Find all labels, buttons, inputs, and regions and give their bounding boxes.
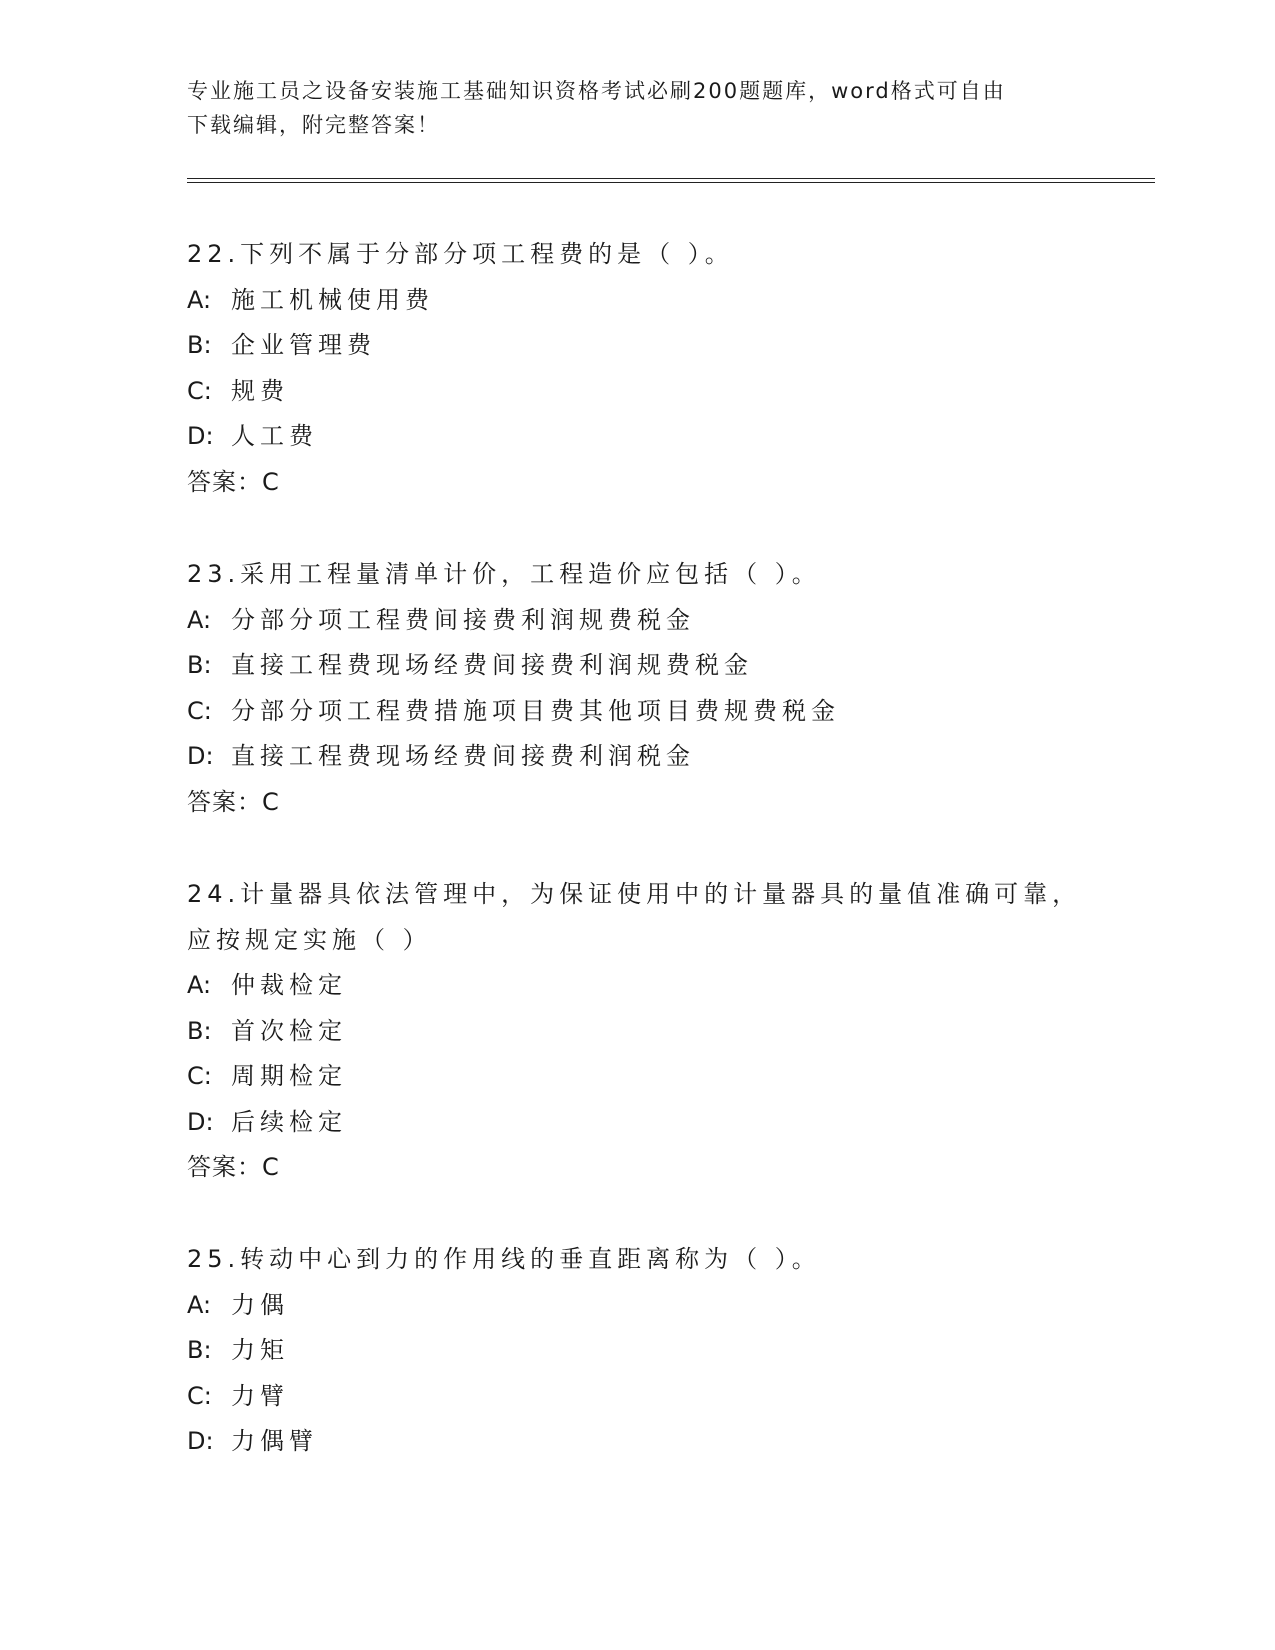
option-a (187, 598, 1107, 644)
option-c (187, 369, 1107, 415)
option-text: 企业管理费 (231, 331, 376, 359)
option-d (187, 734, 1107, 780)
option-key: A: (187, 971, 212, 999)
question-stem-continued: 应按规定实施（ ） (187, 925, 432, 954)
option-text: 仲裁检定 (231, 971, 347, 999)
option-key: C: (187, 376, 212, 405)
option-a (187, 278, 1107, 324)
question-22 (187, 232, 1107, 505)
option-key: A: (187, 605, 212, 634)
option-text: 施工机械使用费 (231, 285, 434, 314)
option-key: D: (187, 1107, 214, 1136)
option-b (187, 643, 1107, 689)
question-25 (187, 1237, 1107, 1465)
option-key: B: (187, 1336, 212, 1364)
header-divider-bottom (187, 182, 1155, 183)
option-text: 力偶 (231, 1290, 289, 1319)
option-text: 直接工程费现场经费间接费利润税金 (231, 742, 695, 770)
option-a (187, 1283, 1107, 1329)
question-stem: 25.转动中心到力的作用线的垂直距离称为（ ）。 (187, 1245, 821, 1273)
header-line-1: 专业施工员之设备安装施工基础知识资格考试必刷200题题库，word格式可自由 (187, 79, 1006, 103)
question-stem: 24.计量器具依法管理中，为保证使用中的计量器具的量值准确可靠， (187, 880, 1082, 908)
header-divider-top (187, 178, 1155, 179)
option-text: 力偶臂 (231, 1427, 318, 1455)
option-c (187, 1054, 1107, 1100)
option-text: 人工费 (231, 422, 318, 450)
answer-line: 答案：C (187, 467, 280, 496)
option-key: B: (187, 1016, 212, 1045)
option-key: D: (187, 422, 214, 450)
option-c (187, 689, 1107, 735)
option-d (187, 1100, 1107, 1146)
option-key: A: (187, 285, 212, 314)
option-text: 规费 (231, 376, 289, 405)
header-line-2: 下载编辑，附完整答案！ (187, 113, 440, 137)
answer-line: 答案：C (187, 1153, 280, 1181)
option-text: 直接工程费现场经费间接费利润规费税金 (231, 651, 753, 679)
option-b (187, 323, 1107, 369)
question-23 (187, 552, 1107, 825)
option-text: 首次检定 (231, 1016, 347, 1045)
option-b (187, 1009, 1107, 1055)
option-a (187, 963, 1107, 1009)
option-text: 力臂 (231, 1381, 289, 1410)
option-d (187, 414, 1107, 460)
option-text: 分部分项工程费间接费利润规费税金 (231, 605, 695, 634)
option-key: C: (187, 1381, 212, 1410)
option-key: C: (187, 1062, 212, 1090)
question-stem: 22.下列不属于分部分项工程费的是（ ）。 (187, 240, 734, 268)
option-key: A: (187, 1290, 212, 1319)
option-key: C: (187, 696, 212, 725)
document-header (187, 74, 1087, 142)
option-text: 分部分项工程费措施项目费其他项目费规费税金 (231, 696, 840, 725)
option-key: D: (187, 742, 214, 770)
option-text: 周期检定 (231, 1062, 347, 1090)
option-key: B: (187, 331, 212, 359)
option-key: B: (187, 651, 212, 679)
option-key: D: (187, 1427, 214, 1455)
option-c (187, 1374, 1107, 1420)
option-text: 力矩 (231, 1336, 289, 1364)
option-text: 后续检定 (231, 1107, 347, 1136)
question-stem: 23.采用工程量清单计价，工程造价应包括（ ）。 (187, 560, 821, 588)
question-24 (187, 872, 1107, 1191)
option-d (187, 1419, 1107, 1465)
option-b (187, 1328, 1107, 1374)
answer-line: 答案：C (187, 787, 280, 816)
